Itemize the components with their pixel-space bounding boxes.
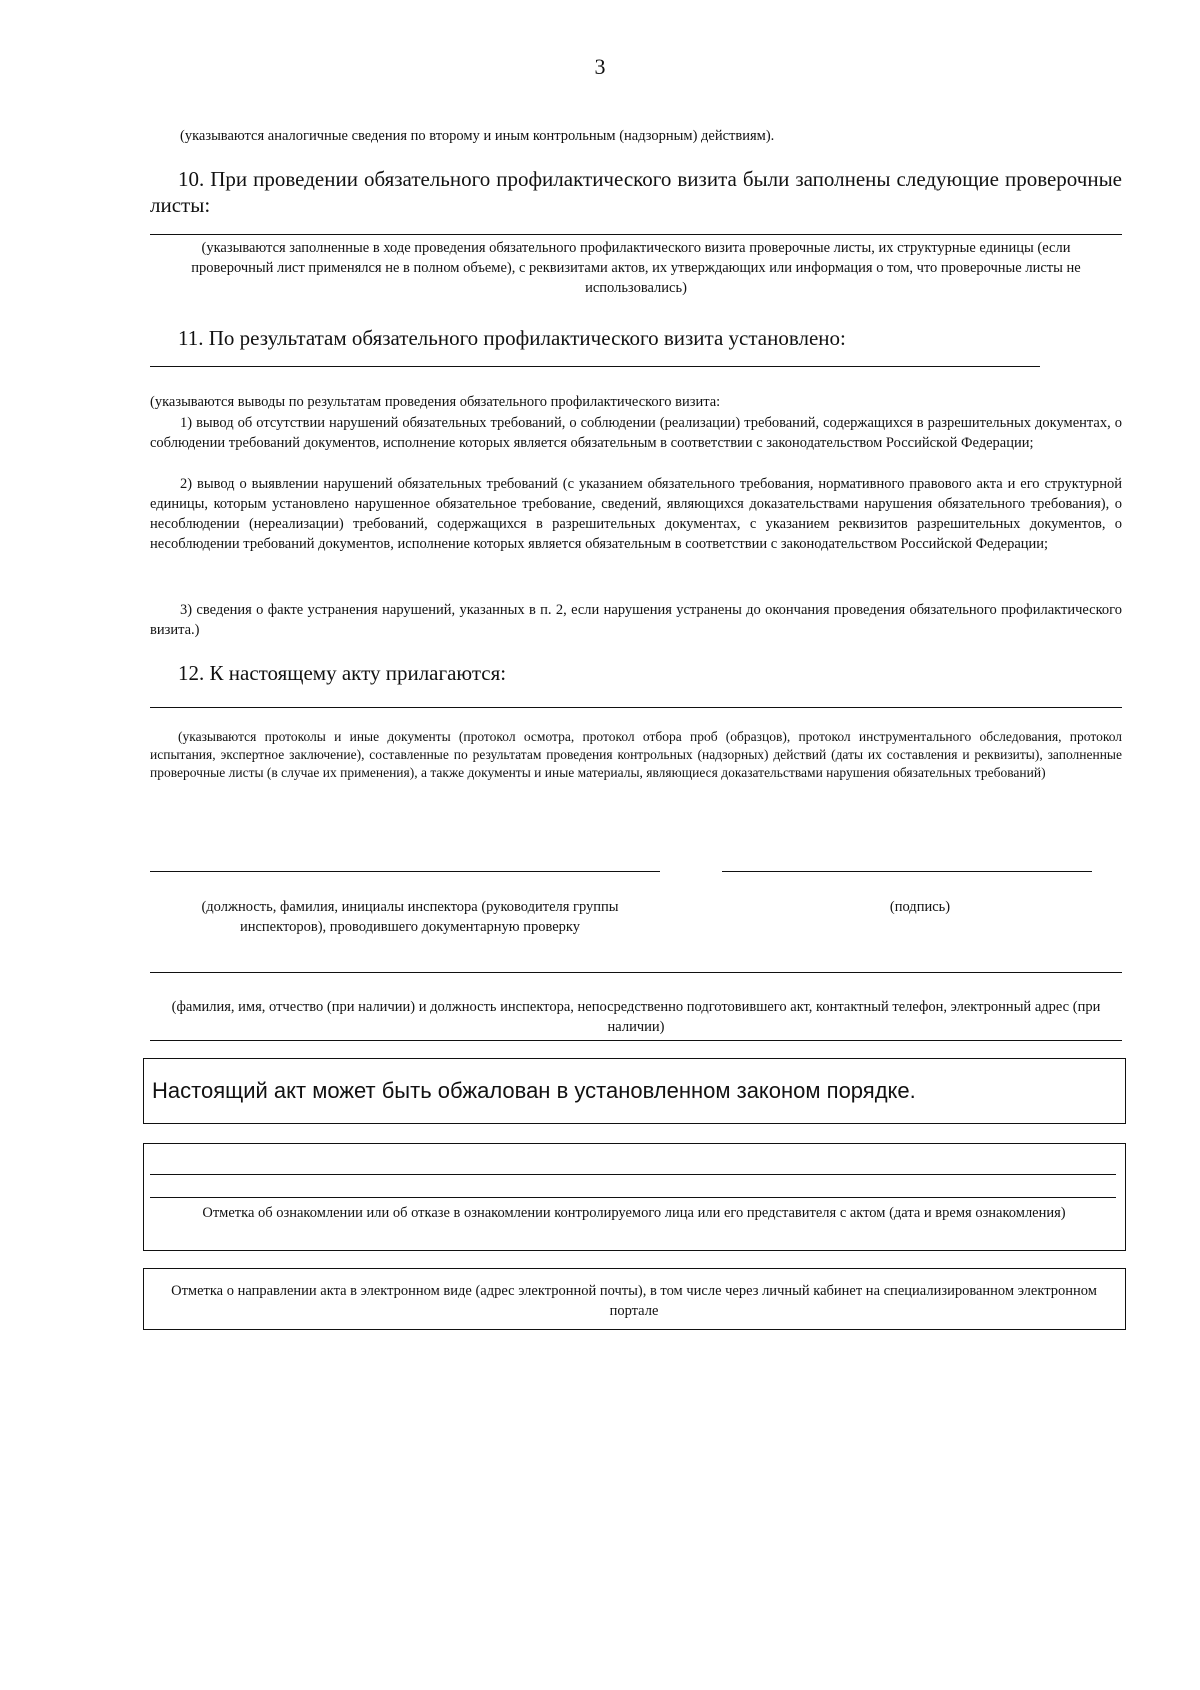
item12-fill-line [150,707,1122,708]
appeal-text: Настоящий акт может быть обжалован в установленном законом порядке. [152,1078,916,1103]
inspector-line [150,871,660,872]
acknowledgement-line-1 [150,1174,1116,1175]
page-number: 3 [594,54,606,79]
item10-note: (указываются заполненные в ходе проведения обязательного профилактического визита проверочные листы, их структурные единицы (если проверочный лист применялся не в полном объеме), с реквизитами актов, их утверждающих или информация о том, что проверочные листы не использовались) [191,240,1081,296]
item11-note-intro: (указываются выводы по результатам проведения обязательного профилактического визита: [150,394,721,410]
signature-caption: (подпись) [889,899,951,915]
acknowledgement-line-2 [150,1197,1116,1198]
preparer-line [150,972,1122,973]
signature-line [722,871,1092,872]
item12-title: 12. К настоящему акту прилагаются: [178,661,507,685]
item12-note: (указываются протоколы и иные документы (протокол осмотра, протокол отбора проб (образцов), протокол инструментального обследования, протокол испытания, экспертное заключение), составленные по результатам проведения контрольных (надзорных) действий (даты их составления и реквизиты), заполненные проверочные листы (в случае их применения), а также документы и иные материалы, являющиеся доказательствами нарушения обязательных требований) [150,729,1122,780]
inspector-caption: (должность, фамилия, инициалы инспектора (руководителя группы инспекторов), проводившего документарную проверку [201,899,619,935]
top-note: (указываются аналогичные сведения по второму и иным контрольным (надзорным) действиям). [180,128,775,144]
item11-point1: 1) вывод об отсутствии нарушений обязательных требований, о соблюдении (реализации) требований, содержащихся в разрешительных документах, о соблюдении требований документов, исполнение которых является обязательным в соответствии с законодательством Российской Федерации; [150,415,1122,451]
item11-fill-line [150,366,1040,367]
preparer-underline [150,1040,1122,1041]
item11-title: 11. По результатам обязательного профилактического визита установлено: [178,326,846,350]
preparer-caption: (фамилия, имя, отчество (при наличии) и должность инспектора, непосредственно подготовившего акт, контактный телефон, электронный адрес (при наличии) [171,999,1101,1035]
acknowledgement-caption: Отметка об ознакомлении или об отказе в ознакомлении контролируемого лица или его представителя с актом (дата и время ознакомления) [202,1205,1066,1221]
item11-point2: 2) вывод о выявлении нарушений обязательных требований (с указанием обязательного требования, нормативного правового акта и его структурной единицы, которым установлено нарушенное обязательное требование, сведений, являющихся доказательствами нарушения обязательного требования), о несоблюдении (нереализации) требований, содержащихся в разрешительных документах, с указанием реквизитов разрешительных документов, о несоблюдении требований документов, исполнение которых является обязательным в соответствии с законодательством Российской Федерации; [150,476,1122,552]
electronic-caption: Отметка о направлении акта в электронном виде (адрес электронной почты), в том числе через личный кабинет на специализированном электронном портале [171,1283,1097,1319]
appeal-box [143,1058,1126,1124]
acknowledgement-box [143,1143,1126,1251]
item11-point3: 3) сведения о факте устранения нарушений, указанных в п. 2, если нарушения устранены до окончания проведения обязательного профилактического визита.) [150,602,1122,638]
electronic-box [143,1268,1126,1330]
item10-fill-line [150,234,1122,235]
item10-title: 10. При проведении обязательного профилактического визита были заполнены следующие проверочные листы: [150,167,1122,217]
